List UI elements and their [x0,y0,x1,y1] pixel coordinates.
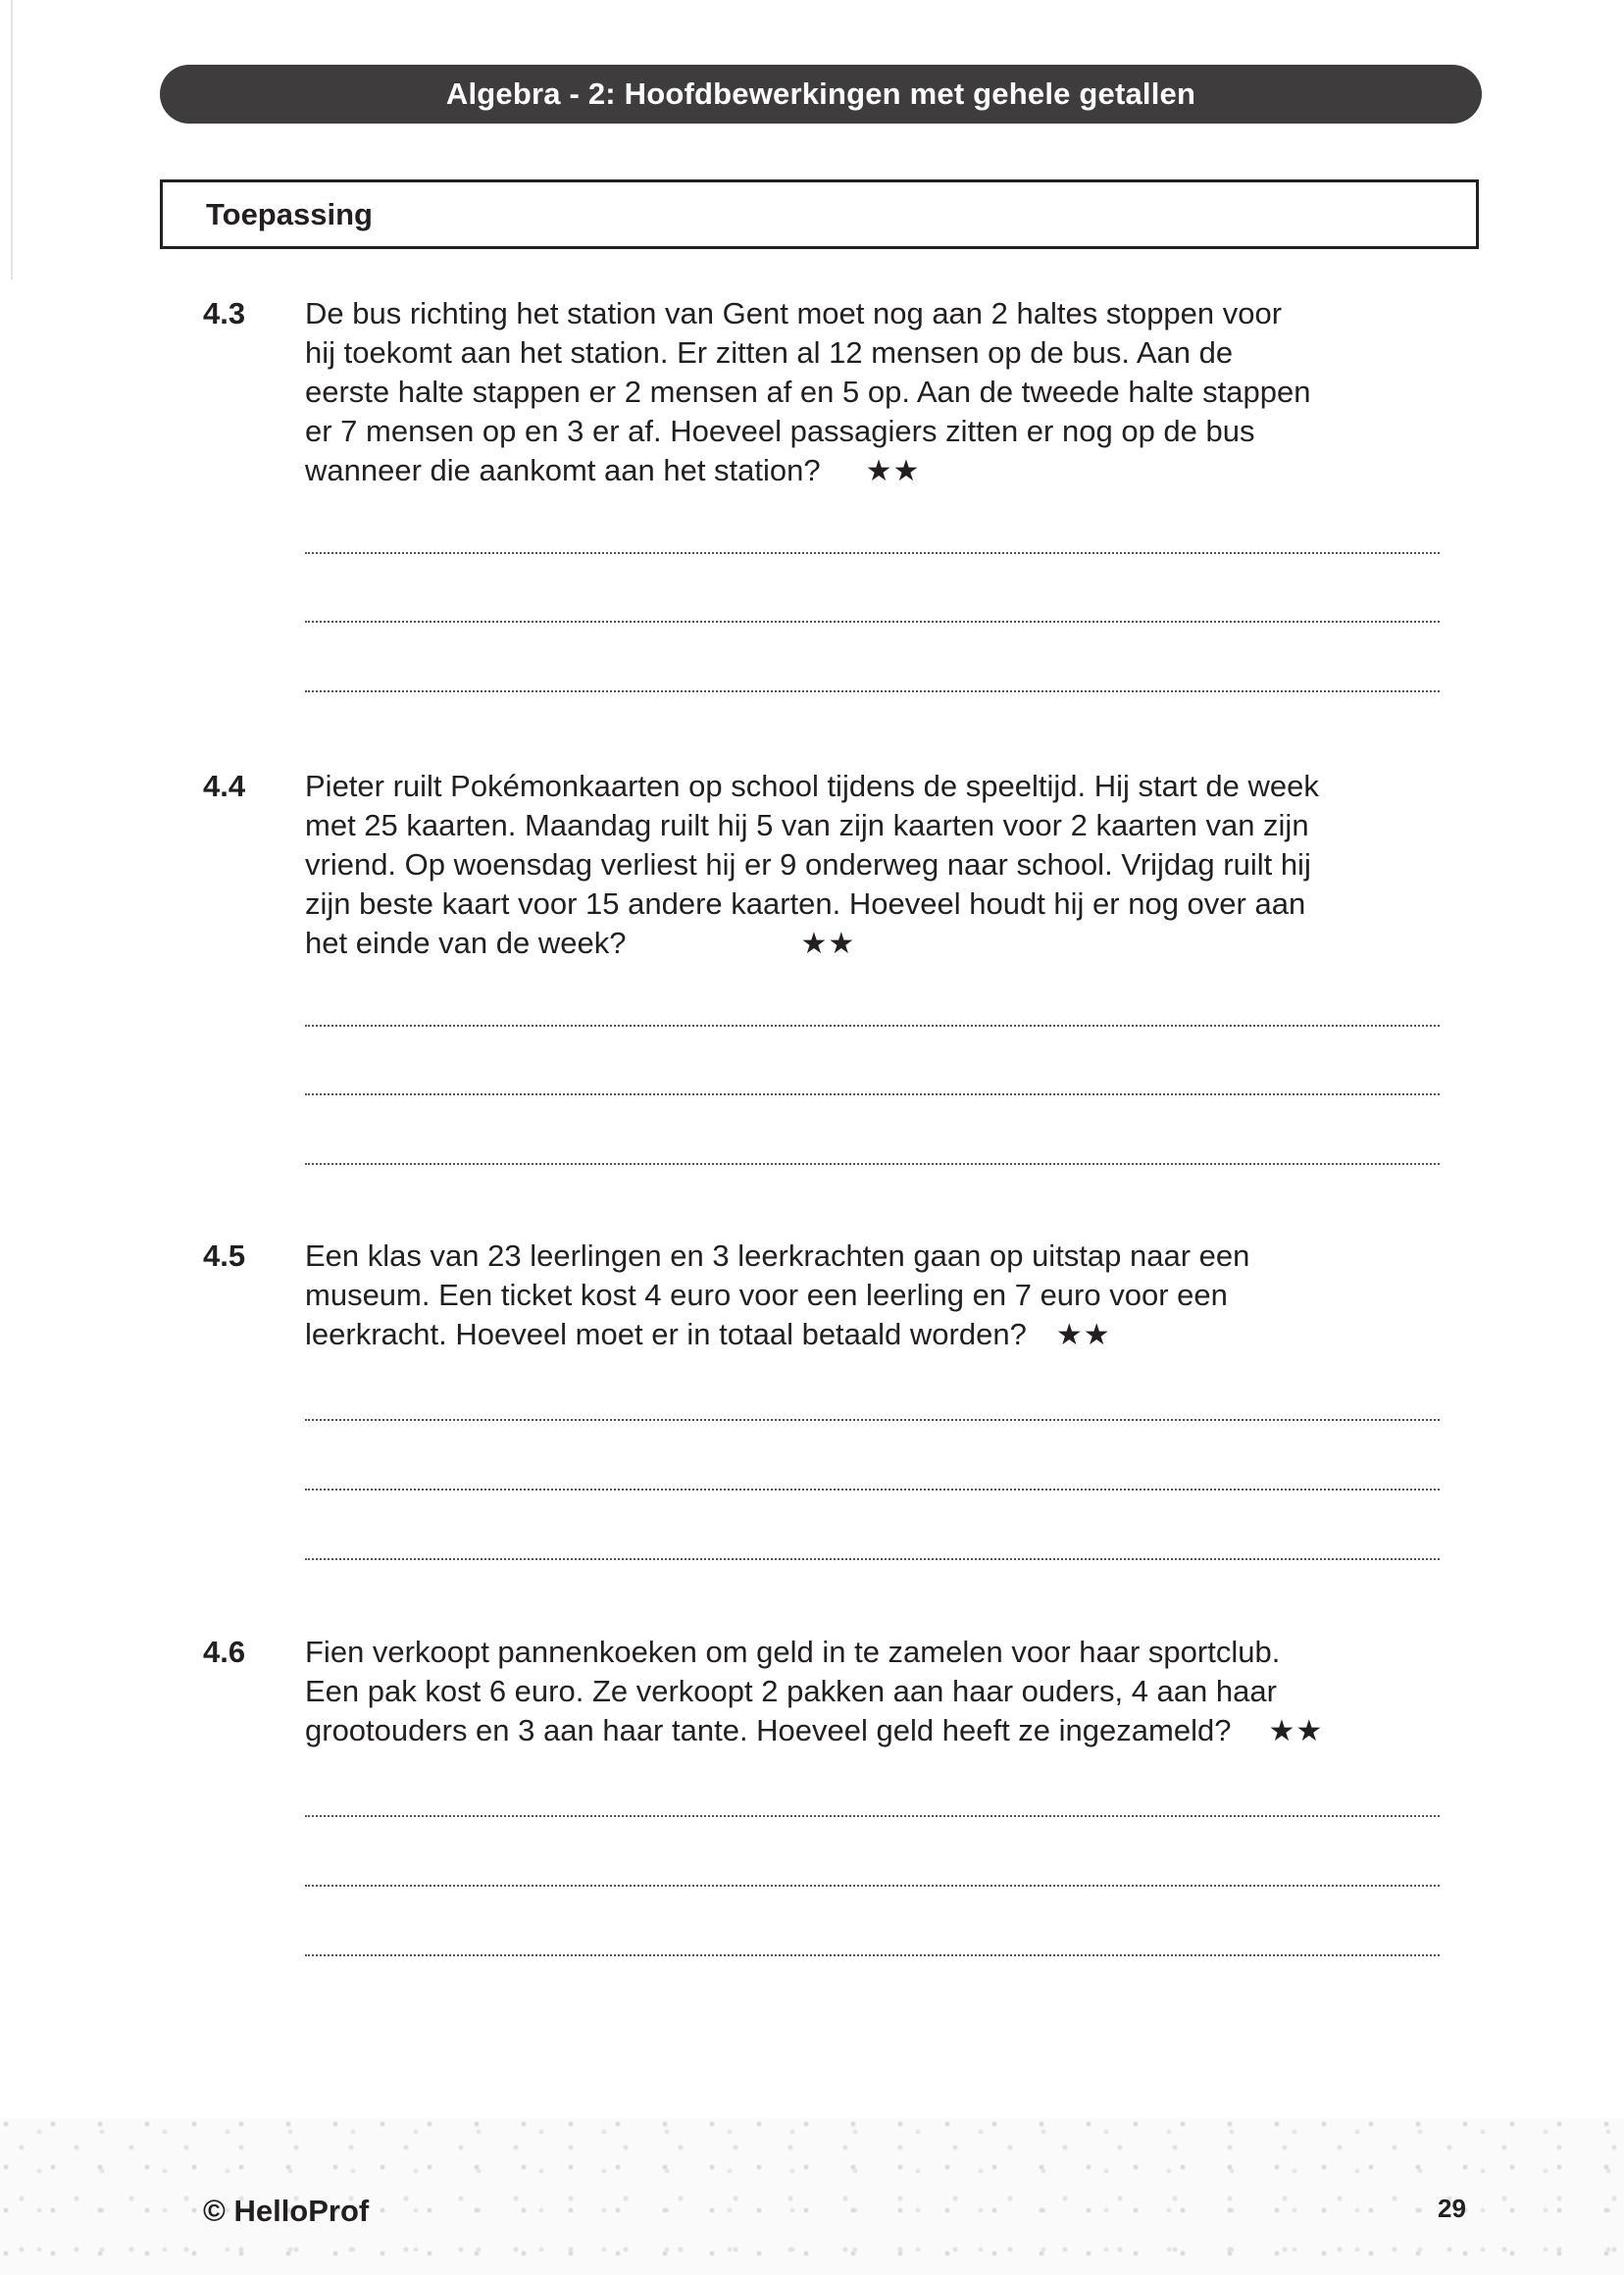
exercise-question [305,1633,1482,1751]
exercise-question [305,294,1482,491]
section-heading-box [160,179,1479,249]
answer-line[interactable] [305,621,1440,623]
question-line: er 7 mensen op en 3 er af. Hoeveel passagiers zitten er nog op de bus [305,414,1255,448]
question-line: vriend. Op woensdag verliest hij er 9 onderweg naar school. Vrijdag ruilt hij [305,847,1311,882]
page-number: 29 [1438,2194,1466,2223]
chapter-title: Algebra - 2: Hoofdbewerkingen met gehele getallen [445,76,1196,111]
question-line-last [305,924,1482,964]
question-line: Fien verkoopt pannenkoeken om geld in te zamelen voor haar sportclub. [305,1635,1281,1669]
question-line: zijn beste kaart voor 15 andere kaarten. Hoeveel houdt hij er nog over aan [305,886,1306,921]
difficulty-stars-icon: ★★ [865,455,921,487]
exercise-question [305,1237,1482,1355]
answer-line[interactable] [305,1489,1440,1491]
question-line-last [305,1711,1482,1751]
copyright-text: © HelloProf [203,2194,370,2228]
answer-line[interactable] [305,1954,1440,1956]
section-title: Toepassing [206,197,373,231]
answer-line[interactable] [305,1025,1440,1027]
chapter-header [160,65,1482,124]
question-line-text: wanneer die aankomt aan het station? [305,453,821,487]
question-line: De bus richting het station van Gent moet nog aan 2 haltes stoppen voor [305,296,1283,330]
answer-line[interactable] [305,1815,1440,1817]
exercise-number: 4.6 [203,1635,246,1669]
page-binding-line [11,0,13,279]
answer-line[interactable] [305,690,1440,692]
exercise-number: 4.5 [203,1239,246,1273]
question-line: Een klas van 23 leerlingen en 3 leerkrachten gaan op uitstap naar een [305,1239,1250,1273]
question-line-last [305,1315,1482,1355]
answer-line[interactable] [305,1163,1440,1165]
question-line: museum. Een ticket kost 4 euro voor een leerling en 7 euro voor een [305,1278,1228,1312]
answer-line[interactable] [305,1558,1440,1560]
exercise-number: 4.4 [203,769,246,803]
difficulty-stars-icon: ★★ [800,928,856,960]
question-line-text: leerkracht. Hoeveel moet er in totaal betaald worden? [305,1317,1027,1351]
answer-line[interactable] [305,552,1440,554]
answer-line[interactable] [305,1885,1440,1887]
answer-line[interactable] [305,1093,1440,1095]
question-line: hij toekomt aan het station. Er zitten al 12 mensen op de bus. Aan de [305,335,1234,370]
question-line-text: het einde van de week? [305,926,627,960]
answer-line[interactable] [305,1419,1440,1421]
question-line: Een pak kost 6 euro. Ze verkoopt 2 pakken aan haar ouders, 4 aan haar [305,1674,1277,1708]
question-line-text: grootouders en 3 aan haar tante. Hoeveel geld heeft ze ingezameld? [305,1713,1232,1747]
question-line-last [305,451,1482,491]
exercise-question [305,767,1482,964]
question-line: Pieter ruilt Pokémonkaarten op school tijdens de speeltijd. Hij start de week [305,769,1319,803]
difficulty-stars-icon: ★★ [1055,1319,1111,1351]
question-line: met 25 kaarten. Maandag ruilt hij 5 van zijn kaarten voor 2 kaarten van zijn [305,808,1309,842]
question-line: eerste halte stappen er 2 mensen af en 5 op. Aan de tweede halte stappen [305,375,1311,409]
exercise-number: 4.3 [203,296,246,330]
difficulty-stars-icon: ★★ [1268,1715,1324,1747]
